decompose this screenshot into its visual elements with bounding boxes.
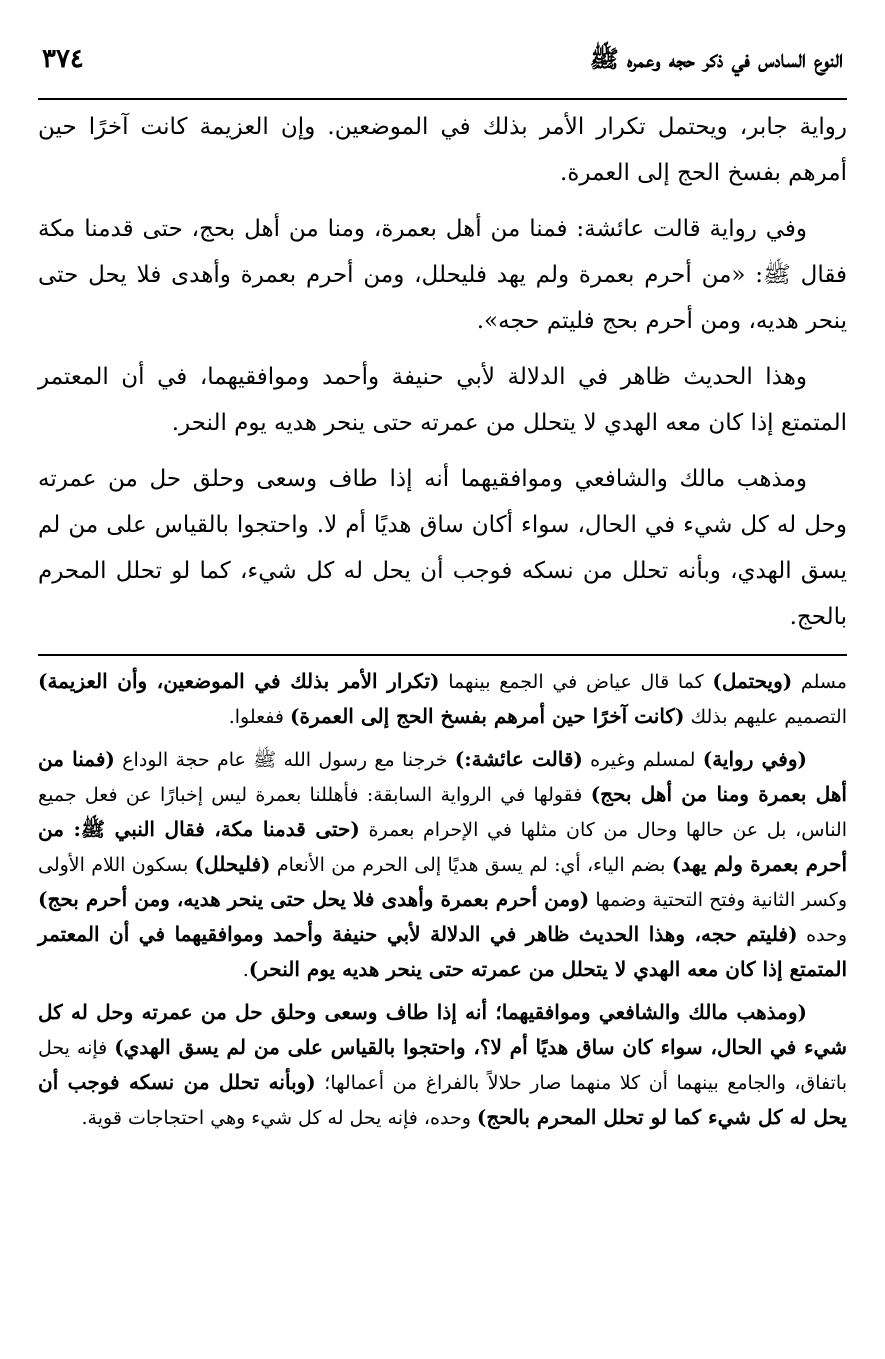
commentary-text-segment: وحده <box>797 924 847 946</box>
commentary-text-segment: كما قال عياض في الجمع بينهما <box>439 671 713 693</box>
commentary-text-segment: . <box>242 959 249 981</box>
commentary-text-segment: ففعلوا. <box>228 706 291 728</box>
quoted-text-segment: (فليحلل) <box>194 852 271 876</box>
commentary-text-segment: بسكون اللام الأولى وكسر الثانية وفتح التحتية وضمها <box>38 854 848 911</box>
commentary-paragraph <box>38 664 847 734</box>
quoted-text-segment: (فليتم حجه، وهذا الحديث ظاهر في الدلالة لأبي حنيفة وأحمد وموافقيهما في أن المعتمر المتمتع إذا كان معه الهدي لا يتحلل من عمرته حتى ينحر هديه يوم النحر) <box>38 922 847 981</box>
running-header <box>38 44 847 100</box>
commentary <box>38 664 847 1135</box>
main-text <box>38 104 847 640</box>
running-title: النوع السادس في ذكر حجه وعمره ﷺ <box>589 44 843 73</box>
commentary-text-segment: خرجنا مع رسول الله ﷺ عام حجة الوداع <box>114 749 455 771</box>
quoted-text-segment: (قالت عائشة:) <box>454 747 583 771</box>
commentary-text-segment: فإنه يحل باتفاق، والجامع بينهما أن كلا منهما صار حلالاً بالفراغ من أعمالها؛ <box>38 1037 847 1094</box>
quoted-text-segment: (وبأنه تحلل من نسكه فوجب أن يحل له كل شيء كما لو تحلل المحرم بالحج) <box>38 1070 847 1129</box>
footnote-separator <box>38 654 847 656</box>
main-paragraph: وهذا الحديث ظاهر في الدلالة لأبي حنيفة وأحمد وموافقيهما، في أن المعتمر المتمتع إذا كان معه الهدي لا يتحلل من عمرته حتى ينحر هديه يوم النحر. <box>38 364 847 436</box>
commentary-text-segment: لمسلم وغيره <box>582 749 703 771</box>
quoted-text-segment: (ومن أحرم بعمرة وأهدى فلا يحل حتى ينحر هديه، ومن أحرم بحج) <box>38 887 590 911</box>
commentary-text-segment: وحده، فإنه يحل له كل شيء وهي احتجاجات قوية. <box>81 1107 477 1129</box>
commentary-text-segment: فقولها في الرواية السابقة: فأهللنا بعمرة ليس إخبارًا عن فعل جميع الناس، بل عن حالها وحال من كان مثلها في الإحرام بعمرة <box>38 784 847 841</box>
quoted-text-segment: (فمنا من أهل بعمرة ومنا من أهل بحج) <box>38 747 847 806</box>
page-number: ٣٧٤ <box>42 44 84 74</box>
commentary-text-segment: بضم الياء، أي: لم يسق هديًا إلى الحرم من الأنعام <box>270 854 672 876</box>
main-paragraph: وفي رواية قالت عائشة: فمنا من أهل بعمرة، ومنا من أهل بحج، حتى قدمنا مكة فقال ﷺ: «من أحرم بعمرة ولم يهد فليحلل، ومن أحرم بعمرة وأهدى فلا يحل حتى ينحر هديه، ومن أحرم بحج فليتم حجه». <box>38 216 847 334</box>
quoted-text-segment: (ومذهب مالك والشافعي وموافقيهما؛ أنه إذا طاف وسعى وحلق حل من عمرته وحل له كل شيء في الحال، سواء كان ساق هديًا أم لا؟، واحتجوا بالقياس على من لم يسق الهدي) <box>38 1000 847 1059</box>
commentary-paragraph <box>38 742 847 987</box>
quoted-text-segment: (تكرار الأمر بذلك في الموضعين، وأن العزيمة) <box>38 669 440 693</box>
quoted-text-segment: (كانت آخرًا حين أمرهم بفسخ الحج إلى العمرة) <box>290 704 685 728</box>
quoted-text-segment: (وفي رواية) <box>702 747 807 771</box>
main-paragraph: رواية جابر، ويحتمل تكرار الأمر بذلك في الموضعين. وإن العزيمة كانت آخرًا حين أمرهم بفسخ الحج إلى العمرة. <box>38 114 847 186</box>
quoted-text-segment: (ويحتمل) <box>712 669 793 693</box>
main-paragraph: ومذهب مالك والشافعي وموافقيهما أنه إذا طاف وسعى وحلق حل من عمرته وحل له كل شيء في الحال، سواء أكان ساق هديًا أم لا. واحتجوا بالقياس على من لم يسق الهدي، وبأنه تحلل من نسكه فوجب أن يحل له كل شيء، كما لو تحلل المحرم بالحج. <box>38 466 848 630</box>
commentary-text-segment: التصميم عليهم بذلك <box>684 706 847 728</box>
commentary-paragraph <box>38 995 847 1135</box>
quoted-text-segment: (حتى قدمنا مكة، فقال النبي ﷺ: من أحرم بعمرة ولم يهد) <box>38 817 848 876</box>
commentary-text-segment: مسلم <box>792 671 847 693</box>
